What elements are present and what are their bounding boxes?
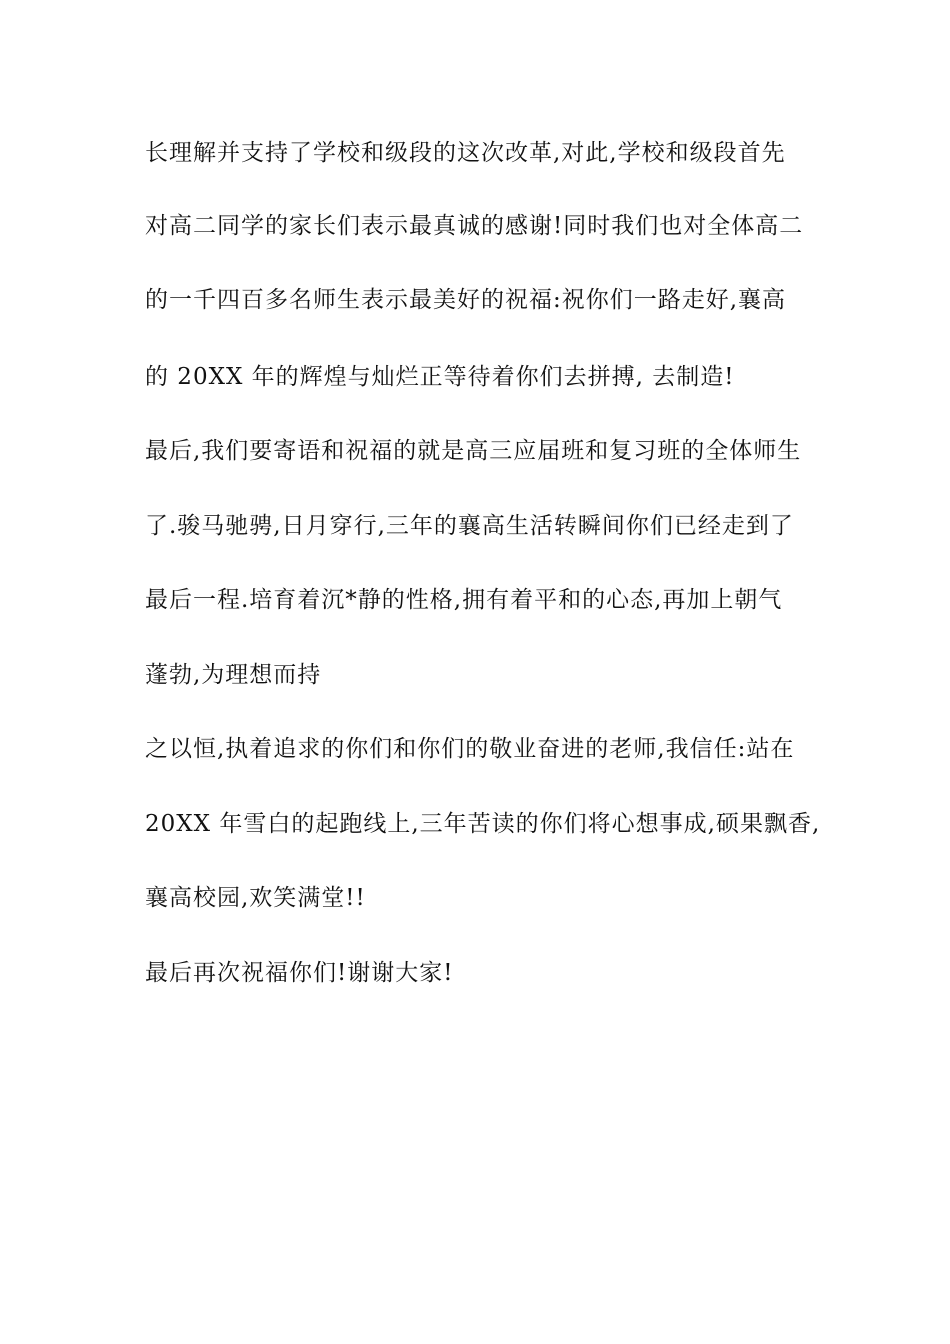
paragraph-line: 了.骏马驰骋,日月穿行,三年的襄高生活转瞬间你们已经走到了	[145, 513, 794, 539]
paragraph-line: 襄高校园,欢笑满堂!!	[145, 885, 366, 911]
paragraph-line: 20XX 年雪白的起跑线上,三年苦读的你们将心想事成,硕果飘香,	[145, 811, 821, 837]
paragraph-line: 最后,我们要寄语和祝福的就是高三应届班和复习班的全体师生	[145, 438, 802, 464]
paragraph-line: 蓬勃,为理想而持	[145, 662, 322, 688]
paragraph-line: 长理解并支持了学校和级段的这次改革,对此,学校和级段首先	[145, 140, 786, 166]
paragraph-line: 最后再次祝福你们!谢谢大家!	[145, 960, 454, 986]
paragraph-line: 之以恒,执着追求的你们和你们的敬业奋进的老师,我信任:站在	[145, 736, 795, 762]
paragraph-line: 的一千四百多名师生表示最美好的祝福:祝你们一路走好,襄高	[145, 287, 787, 313]
paragraph-line: 最后一程.培育着沉*静的性格,拥有着平和的心态,再加上朝气	[145, 587, 783, 613]
paragraph-line: 对高二同学的家长们表示最真诚的感谢!同时我们也对全体高二	[145, 213, 804, 239]
paragraph-line: 的 20XX 年的辉煌与灿烂正等待着你们去拼搏, 去制造!	[145, 364, 735, 390]
